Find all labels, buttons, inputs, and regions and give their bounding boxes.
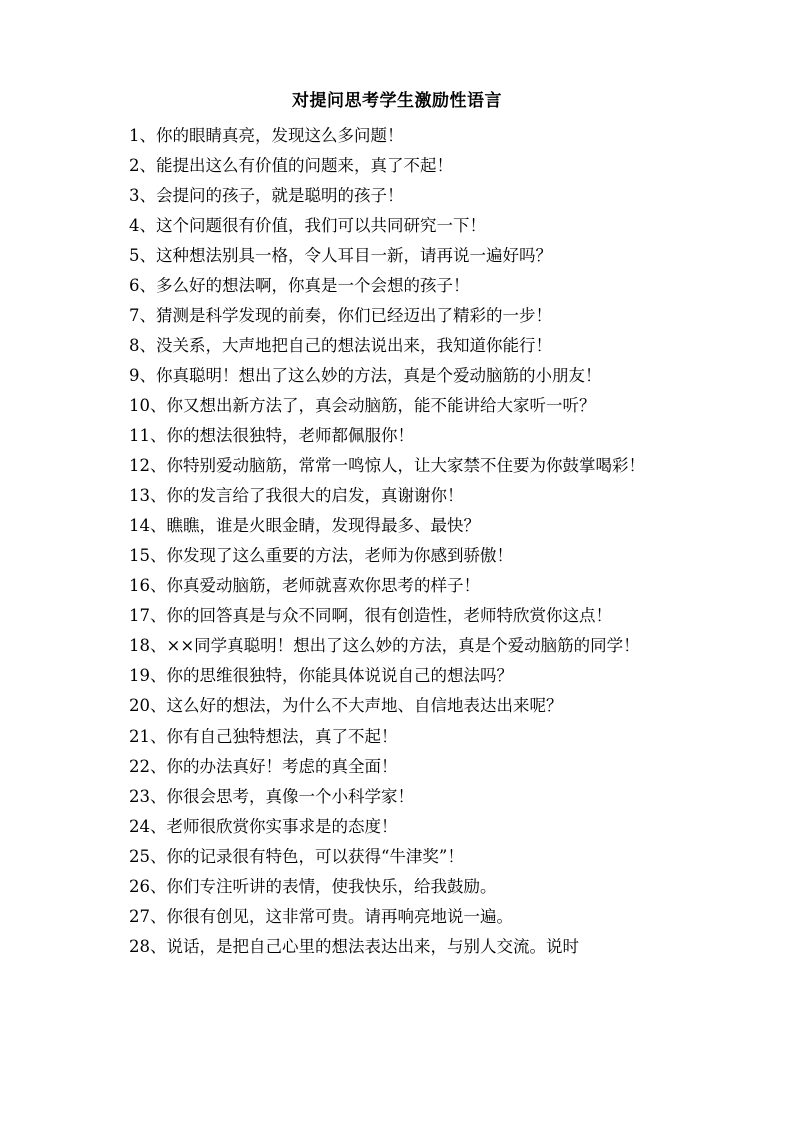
- paragraph: 16、你真爱动脑筋，老师就喜欢你思考的样子！: [129, 576, 480, 596]
- paragraph: 26、你们专注听讲的表情，使我快乐，给我鼓励。: [129, 876, 497, 896]
- paragraph: 9、你真聪明！想出了这么妙的方法，真是个爱动脑筋的小朋友！: [129, 366, 602, 386]
- paragraph: 14、瞧瞧，谁是火眼金睛，发现得最多、最快？: [129, 516, 480, 536]
- paragraph: 28、说话，是把自己心里的想法表达出来，与别人交流。说时: [129, 936, 579, 956]
- paragraph: 20、这么好的想法，为什么不大声地、自信地表达出来呢？: [129, 696, 563, 716]
- paragraph: 6、多么好的想法啊，你真是一个会想的孩子！: [129, 276, 470, 296]
- paragraph: 27、你很有创见，这非常可贵。请再响亮地说一遍。: [129, 906, 513, 926]
- paragraph: 25、你的记录很有特色，可以获得“牛津奖”！: [129, 846, 464, 866]
- paragraph: 17、你的回答真是与众不同啊，很有创造性，老师特欣赏你这点！: [129, 606, 612, 626]
- paragraph: 8、没关系，大声地把自己的想法说出来，我知道你能行！: [129, 336, 552, 356]
- paragraph: 7、猜测是科学发现的前奏，你们已经迈出了精彩的一步！: [129, 306, 552, 326]
- paragraph: 13、你的发言给了我很大的启发，真谢谢你！: [129, 486, 464, 506]
- paragraph: 15、你发现了这么重要的方法，老师为你感到骄傲！: [129, 546, 513, 566]
- document-body: [96, 121, 698, 961]
- paragraph: 5、这种想法别具一格，令人耳目一新，请再说一遍好吗？: [129, 246, 552, 266]
- paragraph: 18、××同学真聪明！想出了这么妙的方法，真是个爱动脑筋的同学！: [129, 636, 640, 656]
- paragraph: 24、老师很欣赏你实事求是的态度！: [129, 816, 398, 836]
- paragraph: 11、你的想法很独特，老师都佩服你！: [129, 426, 414, 446]
- paragraph: 10、你又想出新方法了，真会动脑筋，能不能讲给大家听一听？: [129, 396, 596, 416]
- page-title: 对提问思考学生激励性语言: [292, 91, 502, 111]
- paragraph: 1、你的眼睛真亮，发现这么多问题！: [129, 126, 404, 146]
- paragraph: 21、你有自己独特想法，真了不起！: [129, 726, 398, 746]
- paragraph: 12、你特别爱动脑筋，常常一鸣惊人，让大家禁不住要为你鼓掌喝彩！: [129, 456, 645, 476]
- paragraph: 4、这个问题很有价值，我们可以共同研究一下！: [129, 216, 486, 236]
- paragraph: 23、你很会思考，真像一个小科学家！: [129, 786, 414, 806]
- paragraph: 2、能提出这么有价值的问题来，真了不起！: [129, 156, 453, 176]
- paragraph: 22、你的办法真好！考虑的真全面！: [129, 756, 398, 776]
- paragraph: 19、你的思维很独特，你能具体说说自己的想法吗？: [129, 666, 513, 686]
- paragraph: 3、会提问的孩子，就是聪明的孩子！: [129, 186, 404, 206]
